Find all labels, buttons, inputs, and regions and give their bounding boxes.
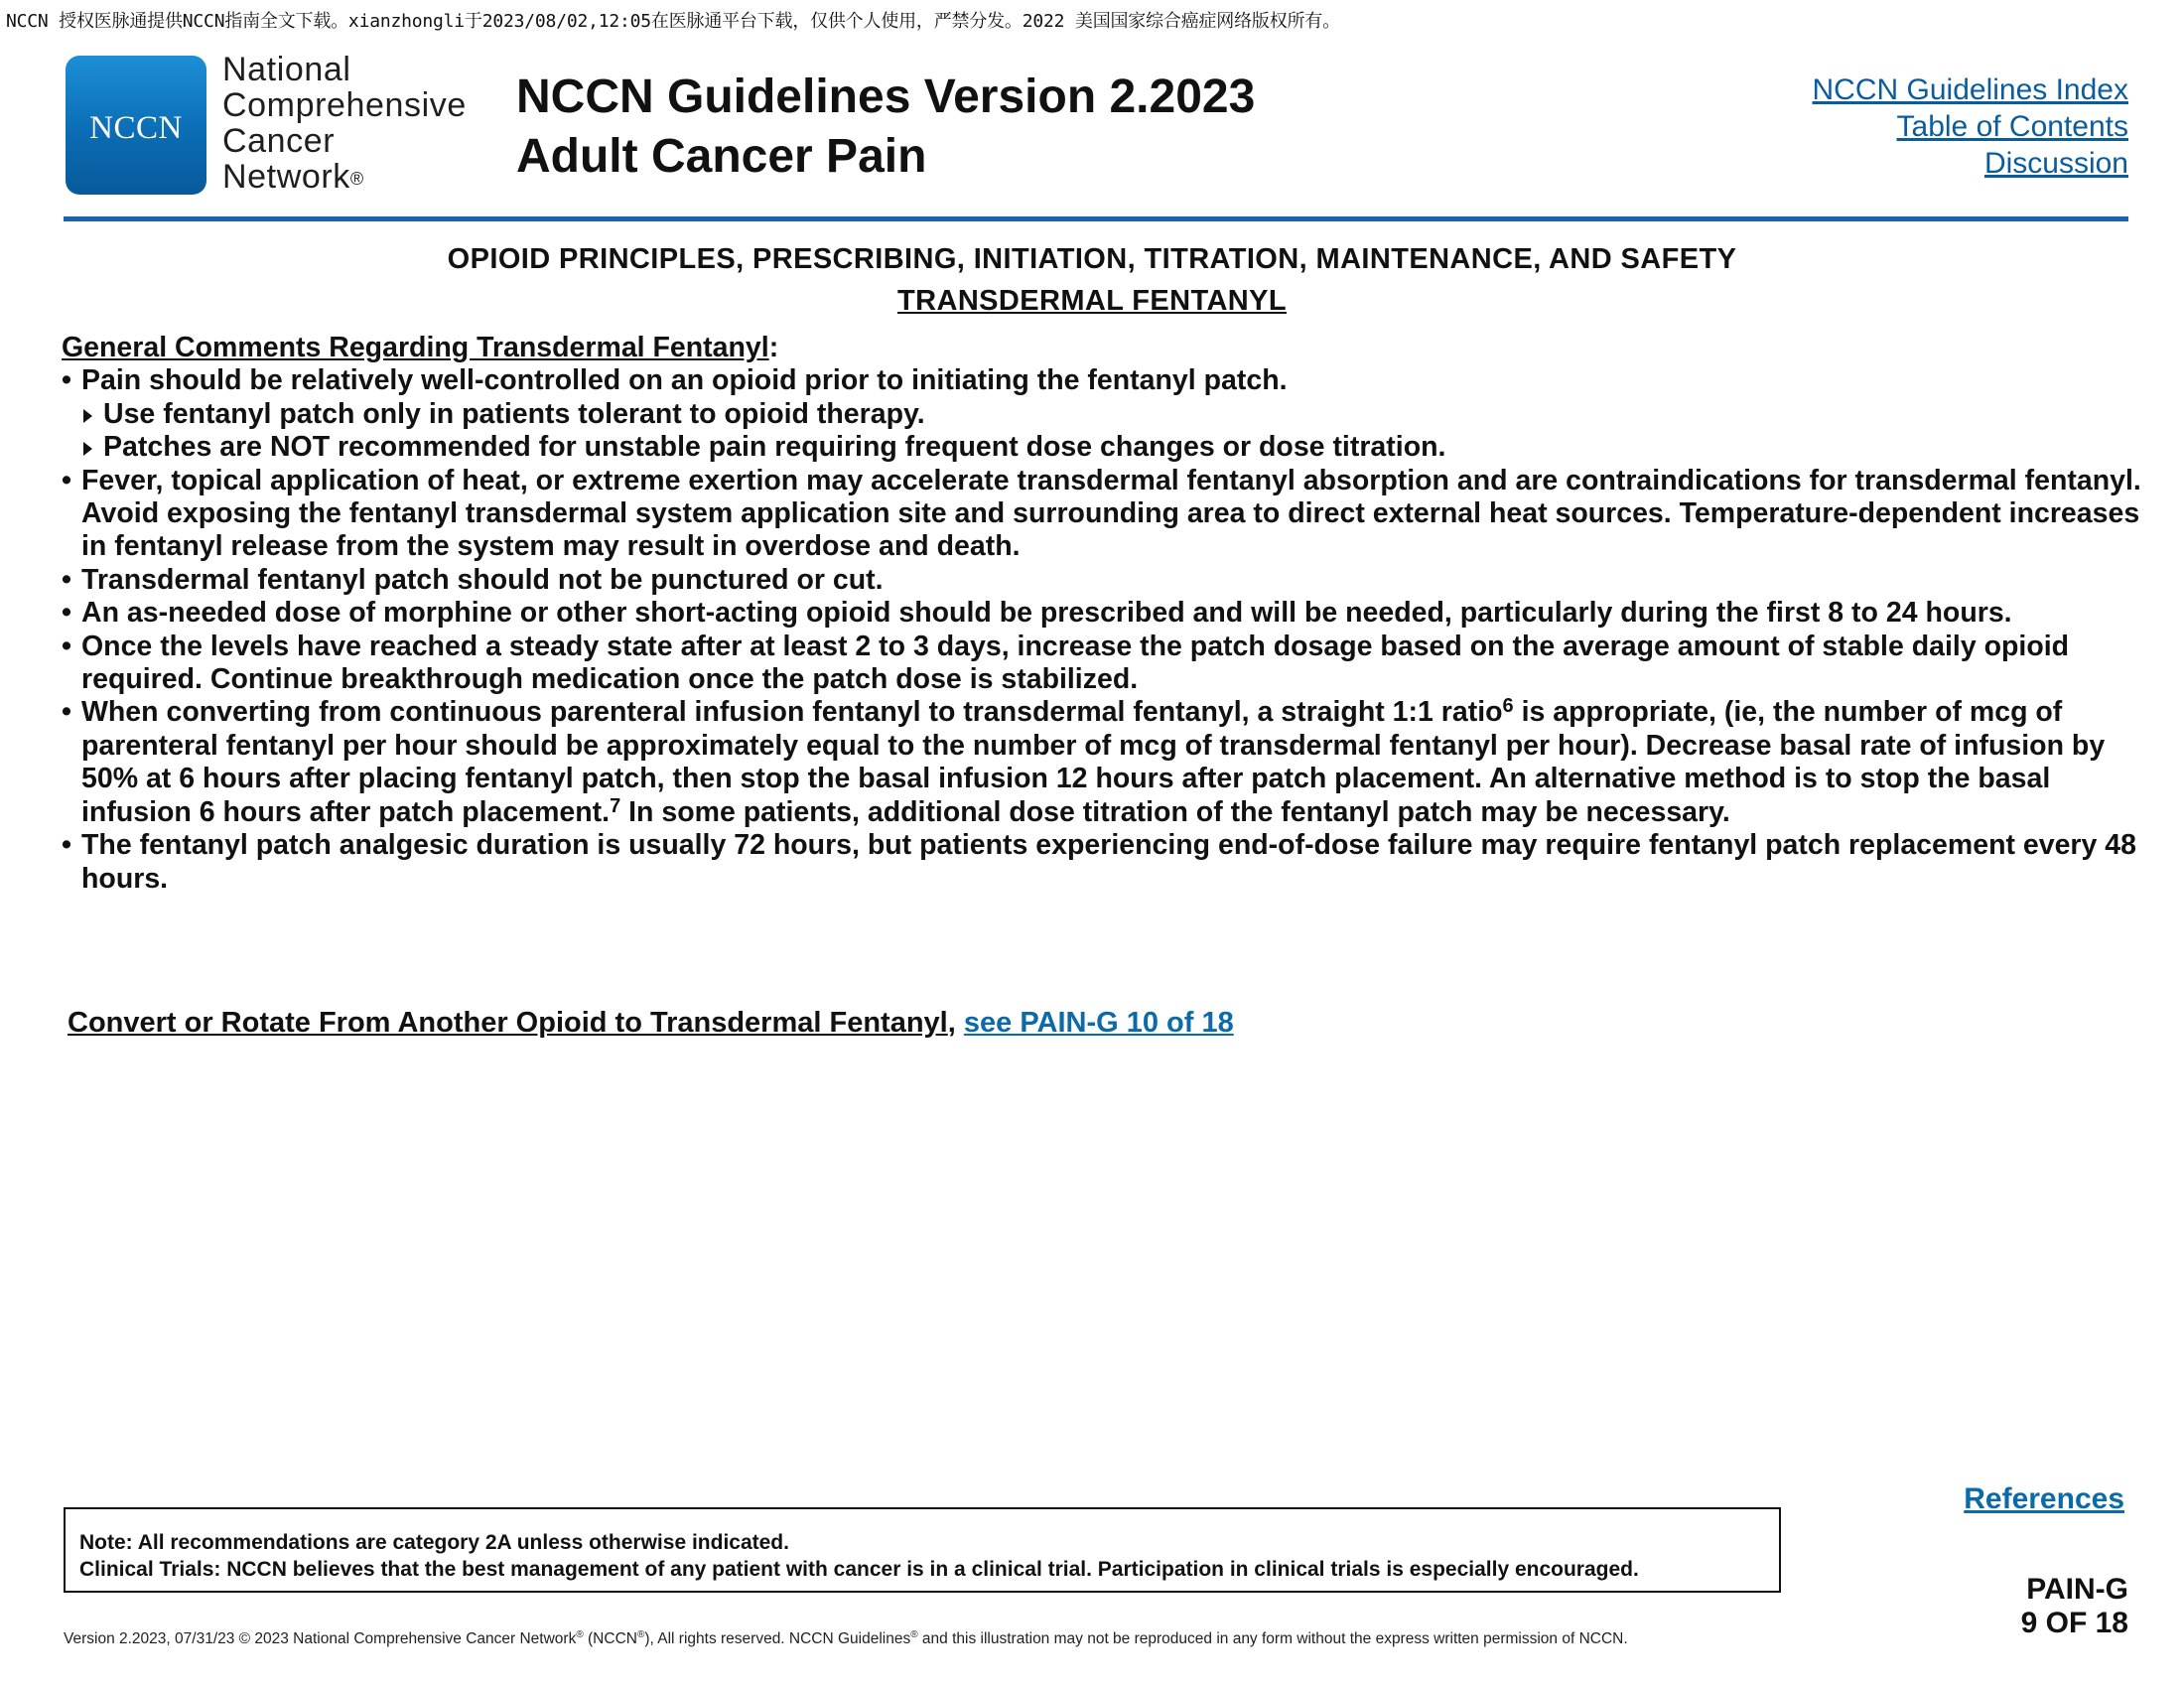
- page-code-section: PAIN-G: [2026, 1573, 2128, 1606]
- footer-text: and this illustration may not be reproduced in any form without the express written permission of NCCN.: [917, 1630, 1628, 1648]
- footer-registered-mark: ®: [910, 1629, 918, 1640]
- footer-text: (NCCN: [583, 1630, 637, 1648]
- reference-superscript: 6: [1502, 695, 1514, 718]
- sub-list-item: Patches are NOT recommended for unstable pain requiring frequent dose changes or dose titration.: [62, 431, 2146, 464]
- org-name-network: Network: [222, 158, 350, 196]
- org-name-line: Cancer: [222, 122, 336, 160]
- table-of-contents-link[interactable]: Table of Contents: [1896, 110, 2128, 143]
- see-pain-g-10-link[interactable]: see PAIN-G 10 of 18: [963, 1007, 1234, 1039]
- convert-rotate-line: [68, 1007, 1234, 1040]
- guidelines-version-title: NCCN Guidelines Version 2.2023: [516, 70, 1256, 123]
- general-comments-heading-row: [62, 332, 2146, 364]
- org-name-line: Comprehensive: [222, 86, 467, 124]
- page-code: [2021, 1573, 2128, 1640]
- conversion-text: is appropriate, (ie, the number of mcg of parenteral fentanyl per hour should be approximately equal to the number of mcg of transdermal fentanyl per hour). Decrease basal rate of infusion by 50% at 6 hours after placing fentanyl patch, then stop the basal infusion 12 hours after patch placement. An alternative method is to stop the basal infusion 6 hours after patch placement.: [81, 696, 2106, 828]
- org-name-line: National: [222, 51, 351, 88]
- guidelines-index-link[interactable]: NCCN Guidelines Index: [1812, 73, 2128, 106]
- list-item: • Transdermal fentanyl patch should not be punctured or cut.: [62, 564, 2146, 597]
- conversion-list-item: [62, 696, 2146, 829]
- download-watermark: NCCN 授权医脉通提供NCCN指南全文下载。xianzhongli于2023/08/02,12:05在医脉通平台下载，仅供个人使用，严禁分发。2022 美国国家综合癌症网络版权所有。: [6, 11, 1340, 32]
- convert-rotate-heading: Convert or Rotate From Another Opioid to Transdermal Fentanyl: [68, 1007, 948, 1039]
- list-item: • Pain should be relatively well-controlled on an opioid prior to initiating the fentanyl patch.: [62, 364, 2146, 397]
- org-name-line: [222, 159, 510, 195]
- comment-list: [62, 364, 2146, 896]
- registered-mark: ®: [349, 169, 364, 189]
- section-title: OPIOID PRINCIPLES, PRESCRIBING, INITIATION, TITRATION, MAINTENANCE, AND SAFETY: [447, 243, 1737, 275]
- sub-list-item: Use fentanyl patch only in patients tolerant to opioid therapy.: [62, 398, 2146, 431]
- footer-registered-mark: ®: [636, 1629, 645, 1640]
- section-subtitle: TRANSDERMAL FENTANYL: [897, 285, 1287, 317]
- organization-name: [222, 52, 510, 195]
- list-item: • Once the levels have reached a steady state after at least 2 to 3 days, increase the patch dosage based on the average amount of stable daily opioid required. Continue breakthrough medication once the patch dose is stabilized.: [62, 631, 2146, 697]
- category-note: Note: All recommendations are category 2A unless otherwise indicated.: [79, 1531, 789, 1554]
- heading-colon: :: [768, 332, 779, 363]
- recommendation-note-box: [64, 1507, 1781, 1593]
- page-code-number: 9 OF 18: [2020, 1607, 2128, 1639]
- conversion-text: When converting from continuous parenteral infusion fentanyl to transdermal fentanyl, a straight 1:1 ratio: [81, 696, 1503, 729]
- logo-abbreviation: NCCN: [89, 109, 183, 146]
- header-divider: [64, 216, 2128, 221]
- clinical-trials-note: Clinical Trials: NCCN believes that the best management of any patient with cancer is in a clinical trial. Participation in clinical trials is especially encouraged.: [79, 1558, 1639, 1581]
- footer-registered-mark: ®: [576, 1629, 584, 1640]
- list-item: • Fever, topical application of heat, or extreme exertion may accelerate transdermal fentanyl absorption and are contraindications for transdermal fentanyl. Avoid exposing the fentanyl transdermal system application site and surrounding area to direct external heat sources. Temperature-dependent increases in fentanyl release from the system may result in overdose and death.: [62, 465, 2146, 564]
- list-item: • An as-needed dose of morphine or other short-acting opioid should be prescribed and will be needed, particularly during the first 8 to 24 hours.: [62, 597, 2146, 630]
- convert-separator: ,: [947, 1007, 964, 1039]
- copyright-footer: [64, 1629, 1628, 1648]
- list-item: • The fentanyl patch analgesic duration is usually 72 hours, but patients experiencing end-of-dose failure may require fentanyl patch replacement every 48 hours.: [62, 829, 2146, 896]
- footer-text: Version 2.2023, 07/31/23 © 2023 National Comprehensive Cancer Network: [64, 1630, 577, 1648]
- general-comments: [62, 332, 2146, 896]
- conversion-text: In some patients, additional dose titration of the fentanyl patch may be necessary.: [620, 795, 1730, 828]
- guideline-topic-title: Adult Cancer Pain: [516, 130, 927, 183]
- discussion-link[interactable]: Discussion: [1983, 147, 2128, 180]
- nccn-logo: [66, 56, 206, 195]
- reference-superscript: 7: [610, 794, 621, 817]
- footer-text: ), All rights reserved. NCCN Guidelines: [644, 1630, 911, 1648]
- references-link[interactable]: References: [1964, 1482, 2124, 1515]
- header-navigation: [1813, 71, 2128, 182]
- general-comments-heading: General Comments Regarding Transdermal Fentanyl: [62, 332, 769, 363]
